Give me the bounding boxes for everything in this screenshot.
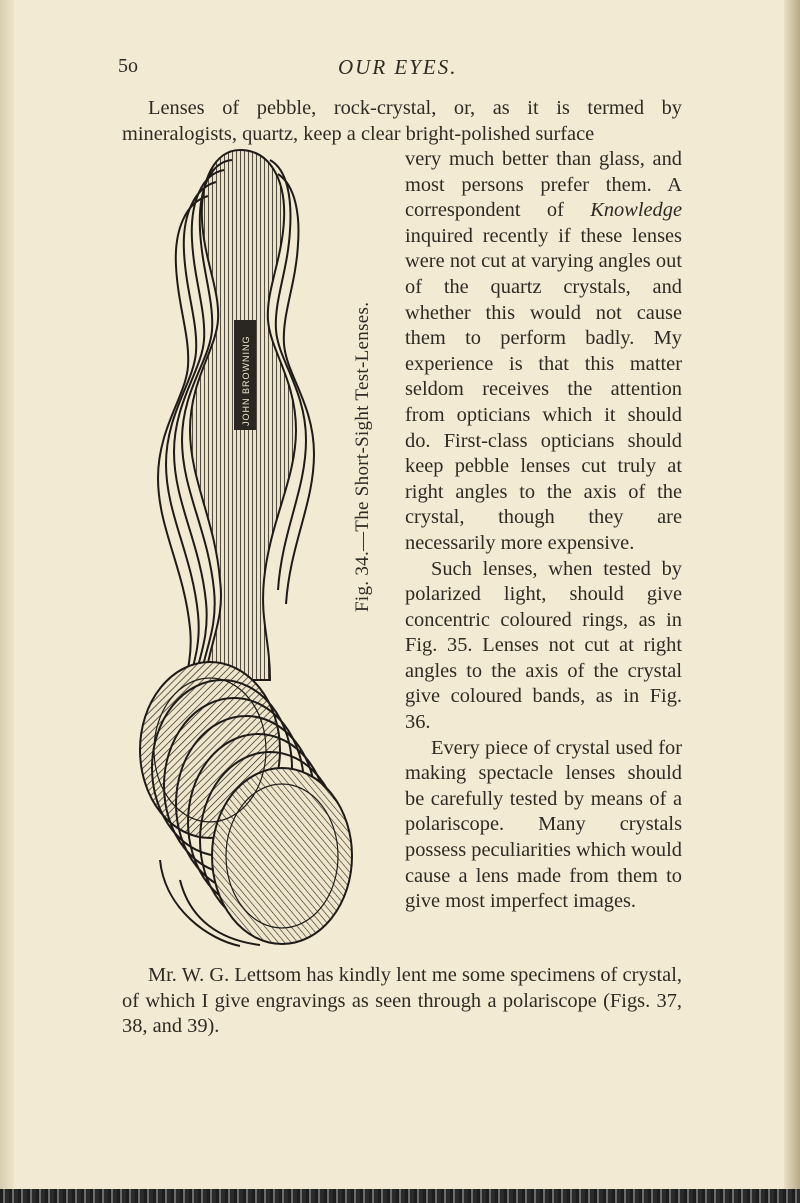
paragraph-1-start: very much better than glass, and most persons prefer them. A correspondent of (405, 148, 682, 222)
paragraph-3: Every piece of crystal used for making spectacle lenses should be carefully tested by means of a polariscope. Many crystals possess peculiarities which would cause a lens made from them to give most imperfect images. (405, 736, 682, 913)
lens-rings (140, 662, 352, 946)
running-head: OUR EYES. (338, 55, 458, 79)
paragraph-1 (405, 147, 682, 557)
paragraph-1-end: inquired recently if these lenses were not cut at varying angles out of the quartz crystals, and whether this would not cause them to perform badly. My experience is that this matter seldom receives the attention from opticians which it should do. First-class opticians should keep pebble lenses cut truly at right angles to the axis of the crystal, though they are necessarily more expensive. (405, 224, 682, 554)
page-edge-left (0, 0, 14, 1203)
page-edge-right (784, 0, 800, 1203)
figure-caption: Fig. 34.—The Short-Sight Test-Lenses. (352, 301, 373, 612)
page-number: 5o (118, 55, 138, 77)
paragraph-2: Such lenses, when tested by polarized light, should give concentric coloured rings, as in Fig. 35. Lenses not cut at right angles to the axis of the crystal give coloured bands, as in Fig. 36. (405, 557, 682, 734)
intro-paragraph: Lenses of pebble, rock-crystal, or, as it is termed by mineralogists, quartz, keep a clear bright-polished surface (122, 97, 682, 145)
maker-stamp: JOHN BROWNING (241, 335, 251, 426)
test-lenses-illustration (120, 140, 372, 960)
page-header (118, 55, 738, 83)
test-lenses-figure (120, 140, 372, 960)
knowledge-title: Knowledge (590, 199, 682, 222)
right-column-text (405, 147, 682, 915)
scan-edge-strip (0, 1189, 800, 1203)
final-paragraph: Mr. W. G. Lettsom has kindly lent me some specimens of crystal, of which I give engravings as seen through a polariscope (Figs. 37, 38, and 39). (122, 964, 682, 1038)
lens-handles (158, 150, 314, 728)
